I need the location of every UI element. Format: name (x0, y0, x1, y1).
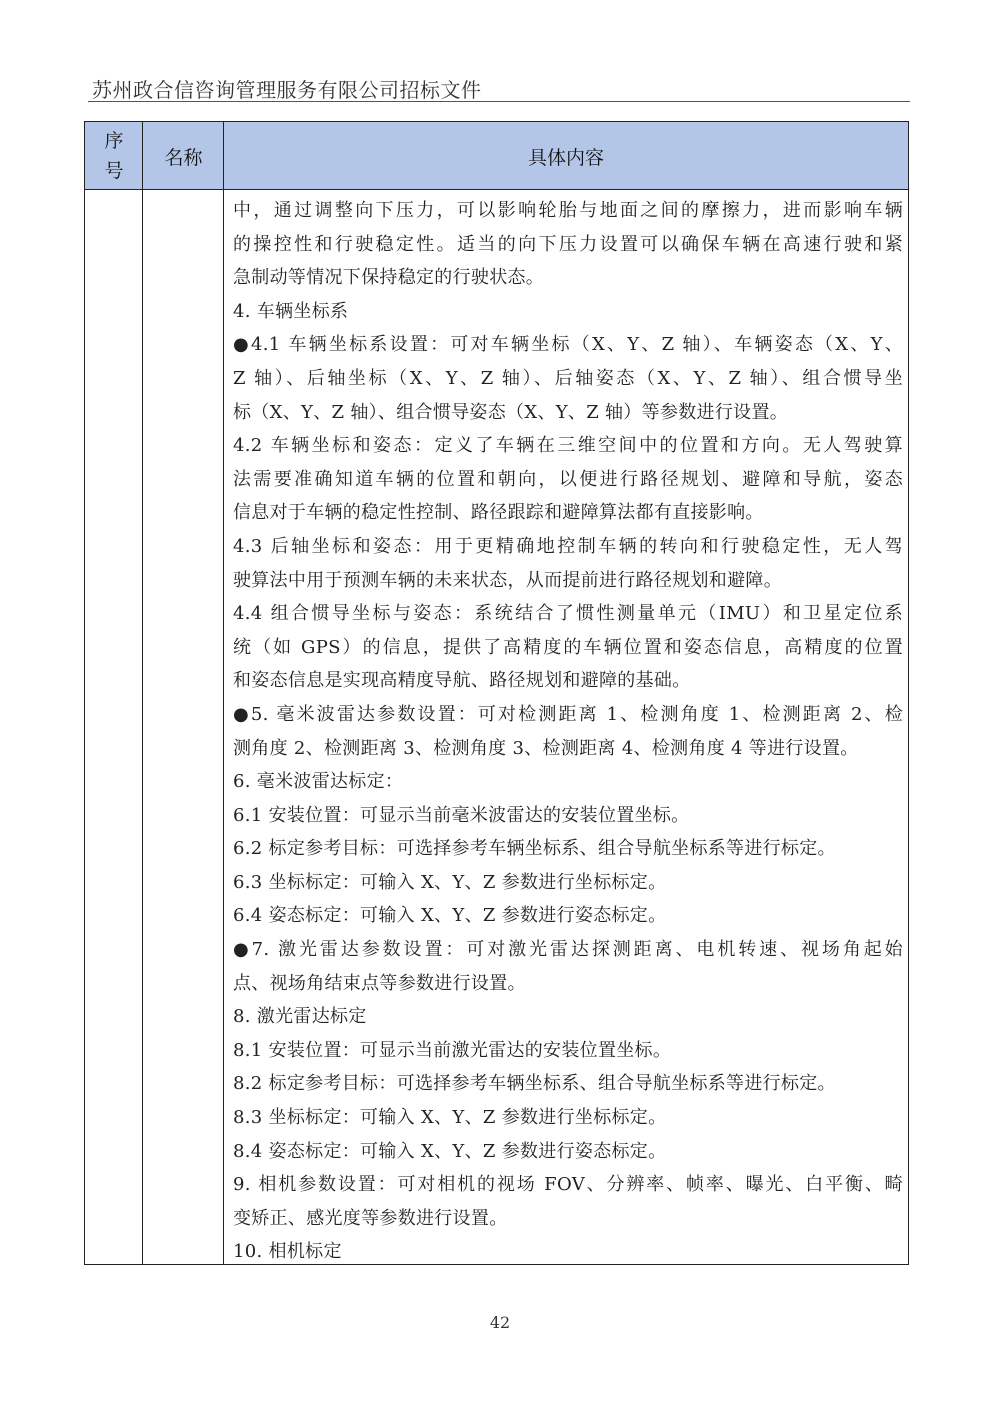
content-line: 4.4 组合惯导坐标与姿态：系统结合了惯性测量单元（IMU）和卫星定位系 (233, 603, 903, 625)
column-divider-seq (142, 122, 143, 1264)
content-line: ●5. 毫米波雷达参数设置：可对检测距离 1、检测角度 1、检测距离 2、检 (233, 703, 903, 725)
content-line: 信息对于车辆的稳定性控制、路径跟踪和避障算法都有直接影响。 (233, 502, 764, 524)
content-line: 8.2 标定参考目标：可选择参考车辆坐标系、组合导航坐标系等进行标定。 (233, 1073, 836, 1095)
content-line: 的操控性和行驶稳定性。适当的向下压力设置可以确保车辆在高速行驶和紧 (233, 233, 903, 255)
content-line: 法需要准确知道车辆的位置和朝向，以便进行路径规划、避障和导航，姿态 (233, 468, 903, 490)
content-line: 变矫正、感光度等参数进行设置。 (233, 1207, 508, 1229)
content-line: 8. 激光雷达标定 (233, 1006, 367, 1028)
content-cell (233, 194, 903, 1269)
content-line: 急制动等情况下保持稳定的行驶状态。 (233, 267, 545, 289)
header-content-cell: 具体内容 (527, 146, 604, 169)
content-line: 统（如 GPS）的信息，提供了高精度的车辆位置和姿态信息，高精度的位置 (233, 636, 903, 658)
content-line: 8.1 安装位置：可显示当前激光雷达的安装位置坐标。 (233, 1039, 672, 1061)
content-line: 9. 相机参数设置：可对相机的视场 FOV、分辨率、帧率、曝光、白平衡、畸 (233, 1174, 903, 1196)
content-line: 6.2 标定参考目标：可选择参考车辆坐标系、组合导航坐标系等进行标定。 (233, 838, 836, 860)
header-seq-label-1: 序 (104, 130, 124, 152)
content-line: 8.4 姿态标定：可输入 X、Y、Z 参数进行姿态标定。 (233, 1140, 667, 1162)
content-line: 和姿态信息是实现高精度导航、路径规划和避障的基础。 (233, 670, 691, 692)
spec-table (84, 121, 909, 1265)
header-seq-label-2: 号 (104, 160, 124, 182)
table-header-row (85, 122, 908, 190)
page-number: 42 (489, 1313, 511, 1332)
header-divider (88, 101, 910, 102)
content-line: 6.4 姿态标定：可输入 X、Y、Z 参数进行姿态标定。 (233, 905, 667, 927)
column-divider-name (223, 122, 224, 1264)
content-line: 6.1 安装位置：可显示当前毫米波雷达的安装位置坐标。 (233, 804, 690, 826)
content-line: Z 轴）、后轴坐标（X、Y、Z 轴）、后轴姿态（X、Y、Z 轴）、组合惯导坐 (233, 367, 903, 389)
content-line: 10. 相机标定 (233, 1241, 342, 1263)
header-name-cell: 名称 (164, 146, 203, 169)
content-line: 驶算法中用于预测车辆的未来状态，从而提前进行路径规划和避障。 (233, 569, 782, 591)
header-seq-cell (85, 122, 143, 190)
document-header-title: 苏州政合信咨询管理服务有限公司招标文件 (92, 78, 482, 102)
content-line: 4. 车辆坐标系 (233, 300, 349, 322)
content-line: 标（X、Y、Z 轴）、组合惯导姿态（X、Y、Z 轴）等参数进行设置。 (233, 401, 789, 423)
content-line: 中，通过调整向下压力，可以影响轮胎与地面之间的摩擦力，进而影响车辆 (233, 200, 903, 221)
content-line: 8.3 坐标标定：可输入 X、Y、Z 参数进行坐标标定。 (233, 1107, 667, 1129)
content-line: 6.3 坐标标定：可输入 X、Y、Z 参数进行坐标标定。 (233, 871, 667, 893)
content-line: ●4.1 车辆坐标系设置：可对车辆坐标（X、Y、Z 轴）、车辆姿态（X、Y、 (233, 334, 903, 356)
content-line: ●7. 激光雷达参数设置：可对激光雷达探测距离、电机转速、视场角起始 (233, 939, 903, 961)
content-line: 4.3 后轴坐标和姿态：用于更精确地控制车辆的转向和行驶稳定性，无人驾 (233, 535, 903, 557)
content-line: 点、视场角结束点等参数进行设置。 (233, 972, 526, 994)
content-line: 测角度 2、检测距离 3、检测角度 3、检测距离 4、检测角度 4 等进行设置。 (233, 737, 859, 759)
content-line: 6. 毫米波雷达标定： (233, 771, 404, 793)
content-line: 4.2 车辆坐标和姿态：定义了车辆在三维空间中的位置和方向。无人驾驶算 (233, 435, 903, 457)
